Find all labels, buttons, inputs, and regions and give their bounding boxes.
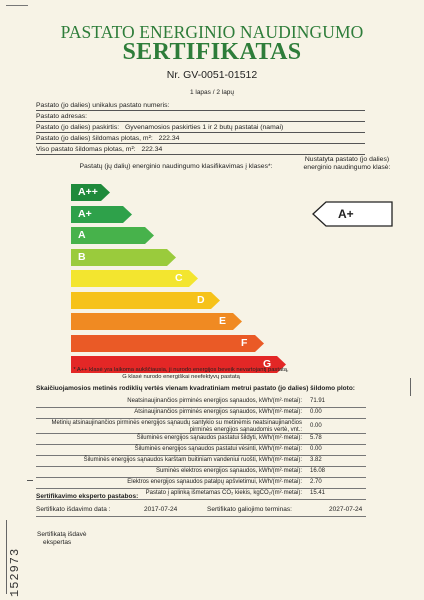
indicator-label: Atsinaujinančios pirminės energijos sąnaudos, kWh/(m²·metai): xyxy=(134,409,302,415)
indicator-label: Šiluminės energijos sąnaudos karštam buitiniam vandeniui ruošti, kWh/(m²·metai): xyxy=(83,457,302,463)
footnote-line-1: * A++ klasė yra laikoma aukščiausia, ji nurodo energijos beveik nevartojantį pastatą, xyxy=(73,367,289,373)
purpose-value: Gyvenamosios paskirties 1 ir 2 butų pastatai (namai) xyxy=(125,124,284,131)
indicators-title: Skaičiuojamosios metinės rodiklių vertės vienam kvadratiniam metrui pastato (jo dalies) šildomo ploto: xyxy=(36,385,355,392)
margin-tick xyxy=(27,480,33,481)
energy-class-label: C xyxy=(175,272,183,284)
heated-area-value: 222.34 xyxy=(158,135,180,142)
footnote-line-2: G klasė nurodo energiškai neefektyvų pastatą xyxy=(122,373,240,380)
indicator-value: 16.08 xyxy=(310,468,326,474)
energy-class-label: F xyxy=(241,336,248,349)
indicator-row xyxy=(36,456,366,467)
unique-number-label: Pastato (jo dalies) unikalus pastato numeris: xyxy=(36,102,170,109)
indicator-row xyxy=(36,408,366,419)
indicator-label: Šiluminės energijos sąnaudos pastatui vėsinti, kWh/(m²·metai): xyxy=(134,446,302,452)
energy-class-bar-c xyxy=(71,270,198,287)
assigned-class-indicator xyxy=(312,201,393,227)
margin-line xyxy=(6,520,7,594)
energy-class-label: A xyxy=(78,229,86,241)
indicator-label: Neatsinaujinančios pirminės energijos sąnaudos, kWh/(m²·metai): xyxy=(127,398,302,404)
address-label: Pastato adresas: xyxy=(36,113,88,120)
indicator-row xyxy=(36,419,366,434)
issue-date-value: 2017-07-24 xyxy=(144,506,178,513)
validity-label: Sertifikato galiojimo terminas: xyxy=(207,506,292,513)
indicator-label: Suminės elektros energijos sąnaudos, kWh/(m²·metai): xyxy=(155,468,302,474)
issued-by xyxy=(37,531,87,547)
classification-label: Pastatų (jų dalių) energinio naudingumo klasifikavimas į klases*: xyxy=(79,163,273,170)
energy-class-label: A++ xyxy=(78,186,98,198)
indicator-label: Šiluminės energijos sąnaudos pastatui šildyti, kWh/(m²·metai): xyxy=(136,435,302,441)
energy-class-label: D xyxy=(197,293,205,306)
energy-class-bar-d xyxy=(71,292,220,309)
indicator-row xyxy=(36,467,366,478)
serial-number: 152973 xyxy=(8,547,22,597)
certificate-title: PASTATO ENERGINIO NAUDINGUMO xyxy=(60,22,364,42)
energy-class-bar-e xyxy=(71,313,242,330)
heated-area-label: Pastato (jo dalies) šildomas plotas, m²: xyxy=(36,135,153,142)
energy-class-bar-aplusplus xyxy=(71,184,110,201)
indicator-value: 2.70 xyxy=(310,479,322,485)
validity-value: 2027-07-24 xyxy=(329,506,363,513)
total-area-row xyxy=(36,145,365,155)
indicator-row xyxy=(36,445,366,456)
assigned-class-value: A+ xyxy=(338,207,354,221)
margin-tick-right xyxy=(410,378,411,396)
divider xyxy=(36,516,366,517)
energy-class-bar-b xyxy=(71,249,176,266)
indicator-value: 71.91 xyxy=(310,398,326,404)
address-row xyxy=(36,112,365,122)
expert-notes-title: Sertifikavimo eksperto pastabos: xyxy=(36,493,139,500)
heated-area-row xyxy=(36,134,365,144)
indicator-row xyxy=(36,434,366,445)
indicator-value: 3.82 xyxy=(310,457,322,463)
indicator-row xyxy=(36,478,366,489)
indicator-label: Pastato į aplinką išmetamas CO₂ kiekis, kgCO₂/(m²·metai): xyxy=(145,490,302,496)
purpose-row xyxy=(36,123,365,133)
assigned-class-label: Nustatyta pastato (jo dalies) energinio naudingumo klasė: xyxy=(303,156,391,171)
energy-class-label: A+ xyxy=(78,207,92,220)
energy-class-label: E xyxy=(219,315,227,327)
classification-footnote xyxy=(34,367,328,380)
certificate-number: Nr. GV-0051-01512 xyxy=(166,69,258,81)
indicator-value: 0.00 xyxy=(310,446,322,452)
total-area-label: Viso pastato šildomas plotas, m²: xyxy=(36,146,136,153)
indicator-value: 5.78 xyxy=(310,435,322,441)
energy-class-label: B xyxy=(78,250,86,263)
unique-number-row xyxy=(36,101,365,111)
indicator-value: 15.41 xyxy=(310,490,326,496)
energy-class-bar-aplus xyxy=(71,206,132,223)
indicator-label: Metinių atsinaujinančios pirminės energijos sąnaudų santykio su metinėmis neatsinaujinančios pirminės energijos sąnaudomis vertė, vnt.: xyxy=(51,420,302,433)
total-area-value: 222.34 xyxy=(141,146,163,153)
issued-by-line-2: ekspertas xyxy=(43,539,72,546)
corner-mark xyxy=(6,5,28,6)
issued-by-line-1: Sertifikatą išdavė xyxy=(37,531,87,538)
energy-class-bar-f xyxy=(71,335,264,352)
indicator-label: Elektros energijos sąnaudos patalpų apšvietimui, kWh/(m²·metai): xyxy=(127,479,302,485)
energy-class-bar-a xyxy=(71,227,154,244)
indicator-value: 0.00 xyxy=(310,409,322,415)
energy-class-label: G xyxy=(263,358,272,370)
issue-date-label: Sertifikato išdavimo data : xyxy=(36,506,111,513)
page-indicator: 1 lapas / 2 lapų xyxy=(189,89,235,96)
certificate-subtitle: SERTIFIKATAS xyxy=(122,39,302,65)
indicator-value: 0.00 xyxy=(310,423,322,429)
purpose-label: Pastato (jo dalies) paskirtis: xyxy=(36,124,120,131)
indicator-row xyxy=(36,397,366,408)
